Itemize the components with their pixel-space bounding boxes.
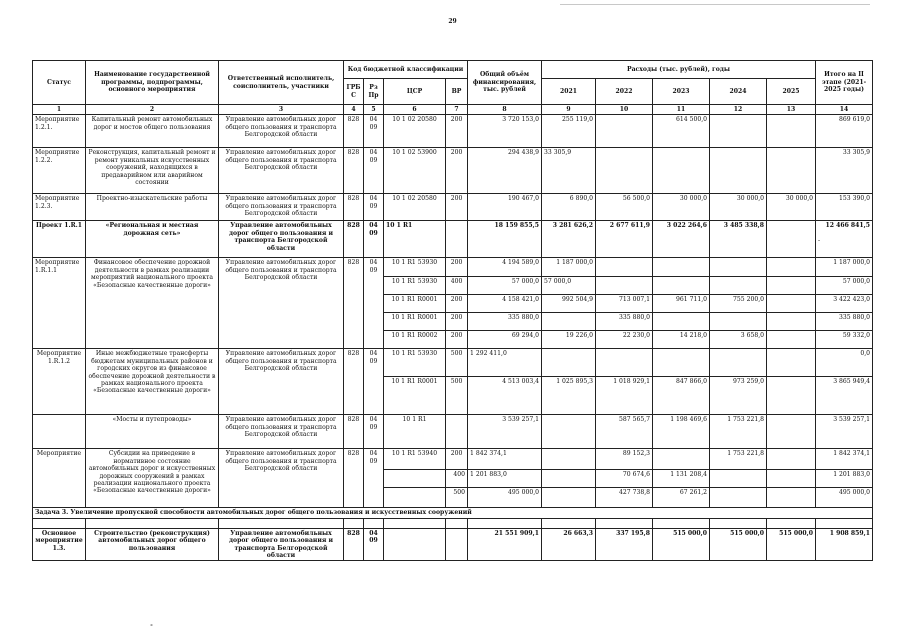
row-status: Мероприятие 1.2.3.: [33, 194, 86, 221]
row-total: 3 539 257,1: [468, 415, 542, 449]
row-csr: [384, 488, 446, 508]
table-header: [33, 61, 873, 115]
header-name: Наименование государственной программы, подпрограммы, основного мероприятия: [86, 61, 219, 105]
empty-cell: [542, 518, 596, 528]
row-vr: [446, 415, 468, 449]
row-csr: 10 1 02 20580: [384, 115, 446, 148]
row-vr: 200: [446, 148, 468, 194]
row-vr: 500: [446, 488, 468, 508]
row-name: «Региональная и местная дорожная сеть»: [86, 221, 219, 258]
row-2024: [710, 313, 767, 331]
header-2024: 2024: [710, 79, 767, 105]
row-rzpr: 04 09: [364, 349, 384, 415]
row-name: Строительство (реконструкция) автомобильных дорог общего пользования: [86, 528, 219, 561]
row-csr: 10 1 R1 R0001: [384, 295, 446, 313]
row-csr: 10 1 R1 R0001: [384, 313, 446, 331]
row-total: 4 513 003,4: [468, 377, 542, 415]
row-2024: [710, 115, 767, 148]
row-2024: 30 000,0: [710, 194, 767, 221]
empty-cell: [33, 518, 86, 528]
row-csr: 10 1 R1 53930: [384, 349, 446, 377]
row-2024: 1 753 221,8: [710, 415, 767, 449]
row-grbs: 828: [344, 349, 364, 415]
row-2021: [542, 313, 596, 331]
row-2021: 6 890,0: [542, 194, 596, 221]
header-2021: 2021: [542, 79, 596, 105]
row-2021: [542, 349, 596, 377]
col-number: 1: [33, 105, 86, 115]
row-executor: Управление автомобильных дорог общего пользования и транспорта Белгородской области: [219, 449, 344, 508]
row-total: 1 842 374,1: [468, 449, 542, 470]
row-itogo: 335 880,0: [816, 313, 873, 331]
row-vr: 200: [446, 115, 468, 148]
col-number: 3: [219, 105, 344, 115]
row-name: Финансовое обеспечение дорожной деятельности в рамках реализации мероприятий национального проекта «Безопасные качественные дороги»: [86, 258, 219, 349]
row-vr: [446, 221, 468, 258]
row-2025: [767, 148, 816, 194]
row-vr: 200: [446, 194, 468, 221]
row-2023: [653, 148, 710, 194]
row-itogo: 3 539 257,1: [816, 415, 873, 449]
empty-cell: [816, 518, 873, 528]
empty-cell: [384, 518, 446, 528]
row-2021: 3 281 626,2: [542, 221, 596, 258]
row-total: 335 880,0: [468, 313, 542, 331]
row-2025: [767, 331, 816, 349]
row-status: Мероприятие 1.R.1.1: [33, 258, 86, 349]
scan-line-top: [560, 4, 870, 5]
row-2022: [596, 349, 653, 377]
empty-cell: [468, 518, 542, 528]
row-2024: 973 259,0: [710, 377, 767, 415]
header-vr: ВР: [446, 79, 468, 105]
header-2023: 2023: [653, 79, 710, 105]
empty-cell: [219, 518, 344, 528]
row-vr: 200: [446, 449, 468, 470]
row-status: Основное мероприятие 1.3.: [33, 528, 86, 561]
row-2022: 22 230,0: [596, 331, 653, 349]
row-name: «Мосты и путепроводы»: [86, 415, 219, 449]
row-grbs: 828: [344, 115, 364, 148]
row-2025: [767, 221, 816, 258]
header-expenses: Расходы (тыс. рублей), годы: [542, 61, 816, 79]
row-csr: 10 1 R1: [384, 415, 446, 449]
row-executor: Управление автомобильных дорог общего пользования и транспорта Белгородской области: [219, 221, 344, 258]
row-itogo: 1 908 859,1: [816, 528, 873, 561]
row-executor: Управление автомобильных дорог общего пользования и транспорта Белгородской области: [219, 415, 344, 449]
row-csr: 10 1 R1 53940: [384, 449, 446, 470]
row-csr: 10 1 R1 R0002: [384, 331, 446, 349]
row-2025: [767, 377, 816, 415]
row-csr: [384, 528, 446, 561]
column-number-row: [33, 105, 873, 115]
row-2021: [542, 488, 596, 508]
row-2025: [767, 449, 816, 470]
row-2025: 30 000,0: [767, 194, 816, 221]
col-number: 14: [816, 105, 873, 115]
header-grbs: ГРБС: [344, 79, 364, 105]
row-2024: [710, 277, 767, 295]
col-number: 4: [344, 105, 364, 115]
row-executor: Управление автомобильных дорог общего пользования и транспорта Белгородской области: [219, 115, 344, 148]
row-2021: 57 000,0: [542, 277, 596, 295]
row-itogo-value: 12 466 841,5: [825, 222, 871, 230]
row-2023: 515 000,0: [653, 528, 710, 561]
task-row: [33, 508, 873, 518]
header-status: Статус: [33, 61, 86, 105]
row-2023: 3 022 264,6: [653, 221, 710, 258]
row-status: Мероприятие 1.R.1.2: [33, 349, 86, 415]
header-itogo: Итого на II этапе (2021-2025 годы): [816, 61, 873, 105]
row-2022: 337 195,8: [596, 528, 653, 561]
row-executor: Управление автомобильных дорог общего пользования и транспорта Белгородской области: [219, 258, 344, 349]
row-2024: 3 658,0: [710, 331, 767, 349]
col-number: 7: [446, 105, 468, 115]
row-2021: 26 663,3: [542, 528, 596, 561]
row-2022: [596, 277, 653, 295]
row-grbs: 828: [344, 194, 364, 221]
row-2024: 515 000,0: [710, 528, 767, 561]
row-total: 4 194 589,0: [468, 258, 542, 277]
col-number: 12: [710, 105, 767, 115]
budget-table: [32, 60, 873, 561]
table-row: [33, 415, 873, 449]
row-2025: 515 000,0: [767, 528, 816, 561]
row-2025: [767, 295, 816, 313]
row-2024: [710, 148, 767, 194]
scan-mark-bottom: °: [150, 624, 153, 631]
col-number: 6: [384, 105, 446, 115]
row-total: 3 720 153,0: [468, 115, 542, 148]
empty-cell: [653, 518, 710, 528]
row-name: Иные межбюджетные трансферты бюджетам муниципальных районов и городских округов из финансовое обеспечение дорожной деятельности в рамках национального проекта «Безопасные качественные дороги»: [86, 349, 219, 415]
row-grbs: 828: [344, 258, 364, 349]
row-2025: [767, 349, 816, 377]
row-2022: 1 018 929,1: [596, 377, 653, 415]
row-itogo: 57 000,0: [816, 277, 873, 295]
row-2023: 1 131 208,4: [653, 470, 710, 488]
header-total: Общий объём финансирования, тыс. рублей: [468, 61, 542, 105]
row-total: 294 438,9: [468, 148, 542, 194]
row-vr: 200: [446, 313, 468, 331]
row-name: Субсидии на приведение в нормативное состояние автомобильных дорог и искусственных дорожных сооружений в рамках реализации национального проекта «Безопасные качественные дороги»: [86, 449, 219, 508]
table-row: [33, 148, 873, 194]
header-rzpr: Рз Пр: [364, 79, 384, 105]
page-number: 29: [448, 18, 457, 25]
empty-cell: [446, 518, 468, 528]
row-executor: Управление автомобильных дорог общего пользования и транспорта Белгородской области: [219, 528, 344, 561]
row-2021: 1 025 895,3: [542, 377, 596, 415]
row-2023: 1 198 469,6: [653, 415, 710, 449]
row-itogo: 33 305,9: [816, 148, 873, 194]
row-rzpr: 04 09: [364, 415, 384, 449]
row-2023: 30 000,0: [653, 194, 710, 221]
row-2022: 70 674,6: [596, 470, 653, 488]
row-2023: [653, 277, 710, 295]
row-2023: [653, 313, 710, 331]
row-2022: [596, 115, 653, 148]
row-2021: 1 187 000,0: [542, 258, 596, 277]
row-2022: 335 880,0: [596, 313, 653, 331]
row-total: 4 158 421,0: [468, 295, 542, 313]
row-2025: [767, 258, 816, 277]
col-number: 2: [86, 105, 219, 115]
col-number: 11: [653, 105, 710, 115]
row-2021: [542, 470, 596, 488]
header-2022: 2022: [596, 79, 653, 105]
col-number: 9: [542, 105, 596, 115]
row-status: Мероприятие 1.2.2.: [33, 148, 86, 194]
row-2023: 847 866,0: [653, 377, 710, 415]
row-2023: 67 261,2: [653, 488, 710, 508]
task-heading: Задача 3. Увеличение пропускной способности автомобильных дорог общего пользования и искусственных сооружений: [33, 508, 873, 518]
row-rzpr: 04 09: [364, 148, 384, 194]
row-name: Проектно-изыскательские работы: [86, 194, 219, 221]
empty-cell: [86, 518, 219, 528]
row-total: 1 292 411,0: [468, 349, 542, 377]
col-number: 5: [364, 105, 384, 115]
header-budget-code: Код бюджетной классификации: [344, 61, 468, 79]
table-row-project: [33, 221, 873, 258]
table-row: [33, 194, 873, 221]
row-grbs: 828: [344, 148, 364, 194]
header-2025: 2025: [767, 79, 816, 105]
row-vr: [446, 528, 468, 561]
row-csr: 10 1 02 20580: [384, 194, 446, 221]
row-grbs: 828: [344, 415, 364, 449]
row-grbs: 828: [344, 528, 364, 561]
row-itogo: 153 390,0: [816, 194, 873, 221]
row-rzpr: 04 09: [364, 528, 384, 561]
header-executor: Ответственный исполнитель, соисполнитель, участники: [219, 61, 344, 105]
row-csr: [384, 470, 446, 488]
row-rzpr: 04 09: [364, 221, 384, 258]
row-2023: [653, 449, 710, 470]
row-grbs: 828: [344, 221, 364, 258]
row-2024: [710, 258, 767, 277]
row-2023: [653, 258, 710, 277]
row-csr: 10 1 R1 53930: [384, 277, 446, 295]
row-csr: 10 1 R1: [384, 221, 446, 258]
empty-cell: [596, 518, 653, 528]
table-row: [33, 349, 873, 377]
header-csr: ЦСР: [384, 79, 446, 105]
row-csr: 10 1 02 53900: [384, 148, 446, 194]
row-total: 190 467,0: [468, 194, 542, 221]
row-rzpr: 04 09: [364, 258, 384, 349]
row-total: 69 294,0: [468, 331, 542, 349]
row-2021: 255 119,0: [542, 115, 596, 148]
row-2022: 587 565,7: [596, 415, 653, 449]
row-executor: Управление автомобильных дорог общего пользования и транспорта Белгородской области: [219, 349, 344, 415]
row-itogo: 3 422 423,0: [816, 295, 873, 313]
row-status: Мероприятие: [33, 449, 86, 508]
row-2025: [767, 488, 816, 508]
row-name: Реконструкция, капитальный ремонт и ремонт уникальных искусственных сооружений, находящихся в предаварийном или аварийном состоянии: [86, 148, 219, 194]
table-row: [33, 258, 873, 277]
row-vr: 500: [446, 349, 468, 377]
row-2022: [596, 148, 653, 194]
dash-mark: -: [818, 237, 821, 245]
row-2024: [710, 488, 767, 508]
row-itogo: 0,0: [816, 349, 873, 377]
row-status: [33, 415, 86, 449]
empty-cell: [364, 518, 384, 528]
row-2023: [653, 349, 710, 377]
row-executor: Управление автомобильных дорог общего пользования и транспорта Белгородской области: [219, 148, 344, 194]
table-row-main: [33, 528, 873, 561]
row-2021: 33 305,9: [542, 148, 596, 194]
table-row: [33, 449, 873, 470]
row-itogo: 3 865 949,4: [816, 377, 873, 415]
table-row: [33, 115, 873, 148]
row-total: 57 000,0: [468, 277, 542, 295]
row-vr: 200: [446, 331, 468, 349]
row-itogo: 1 187 000,0: [816, 258, 873, 277]
row-itogo: 59 332,0: [816, 331, 873, 349]
row-2022: 427 738,8: [596, 488, 653, 508]
row-vr: 200: [446, 258, 468, 277]
row-2024: [710, 349, 767, 377]
row-rzpr: 04 09: [364, 449, 384, 508]
row-2024: [710, 470, 767, 488]
row-status: Проект 1.R.1: [33, 221, 86, 258]
row-2024: 1 753 221,8: [710, 449, 767, 470]
row-2025: [767, 277, 816, 295]
row-2021: [542, 415, 596, 449]
row-2025: [767, 415, 816, 449]
row-2024: 755 200,0: [710, 295, 767, 313]
row-2022: 56 500,0: [596, 194, 653, 221]
empty-cell: [767, 518, 816, 528]
row-csr: 10 1 R1 R0001: [384, 377, 446, 415]
empty-cell: [710, 518, 767, 528]
row-total: 1 201 883,0: [468, 470, 542, 488]
row-rzpr: 04 09: [364, 194, 384, 221]
row-2022: 713 007,1: [596, 295, 653, 313]
row-status: Мероприятие 1.2.1.: [33, 115, 86, 148]
row-2022: 89 152,3: [596, 449, 653, 470]
row-itogo: [816, 221, 873, 258]
row-2025: [767, 470, 816, 488]
row-2022: 2 677 611,9: [596, 221, 653, 258]
col-number: 10: [596, 105, 653, 115]
row-vr: 500: [446, 377, 468, 415]
row-grbs: 828: [344, 449, 364, 508]
row-2021: 992 504,9: [542, 295, 596, 313]
row-2024: 3 485 338,8: [710, 221, 767, 258]
row-vr: 400: [446, 277, 468, 295]
row-total: 495 000,0: [468, 488, 542, 508]
row-itogo: 869 619,0: [816, 115, 873, 148]
row-itogo: 1 842 374,1: [816, 449, 873, 470]
row-2025: [767, 313, 816, 331]
row-2023: 961 711,0: [653, 295, 710, 313]
col-number: 8: [468, 105, 542, 115]
row-2023: 14 218,0: [653, 331, 710, 349]
row-2021: [542, 449, 596, 470]
empty-cell: [344, 518, 364, 528]
row-2025: [767, 115, 816, 148]
row-vr: 200: [446, 295, 468, 313]
row-2023: 614 500,0: [653, 115, 710, 148]
row-itogo: 1 201 883,0: [816, 470, 873, 488]
row-rzpr: 04 09: [364, 115, 384, 148]
row-itogo: 495 000,0: [816, 488, 873, 508]
row-total: 18 159 855,5: [468, 221, 542, 258]
row-vr: 400: [446, 470, 468, 488]
row-executor: Управление автомобильных дорог общего пользования и транспорта Белгородской области: [219, 194, 344, 221]
row-2022: [596, 258, 653, 277]
row-name: Капитальный ремонт автомобильных дорог и мостов общего пользования: [86, 115, 219, 148]
col-number: 13: [767, 105, 816, 115]
spacer-row: [33, 518, 873, 528]
row-total: 21 551 909,1: [468, 528, 542, 561]
row-csr: 10 1 R1 53930: [384, 258, 446, 277]
row-2021: 19 226,0: [542, 331, 596, 349]
